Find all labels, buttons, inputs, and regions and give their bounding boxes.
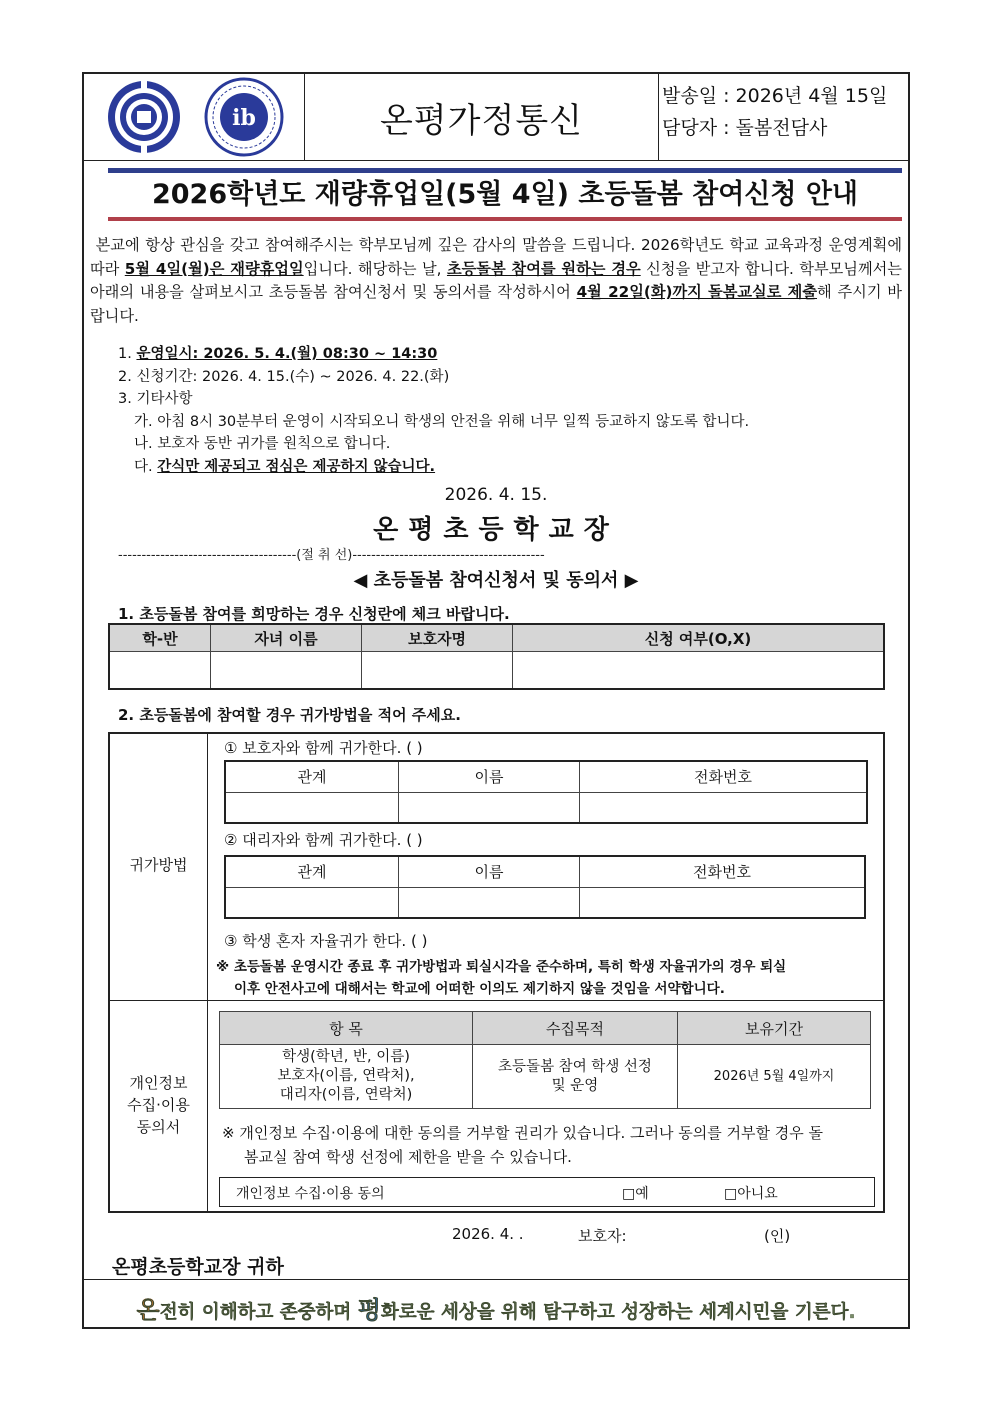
intro-holiday: 5월 4일(월)은 재량휴업일 [124,259,304,278]
header-info [662,80,908,144]
item-period: 2. 신청기간: 2026. 4. 15.(수) ~ 2026. 4. 22.(화) [118,368,450,385]
item-etc-c: 다. 간식만 제공되고 점심은 제공하지 않습니다. [134,458,436,475]
school-logos [84,74,304,160]
class-input[interactable] [109,652,211,690]
return-privacy-box [108,732,885,1213]
return-label: 귀가방법 [129,856,188,874]
info-list [118,343,898,479]
proxy-relation-input[interactable] [225,887,399,918]
intro-text-2: 입니다. 해당하는 날, [303,259,447,278]
motto-initial-pyeong: 평 [357,1296,381,1324]
col-guardian-name: 보호자명 [362,624,513,652]
application-table [108,623,885,690]
sign-date: 2026. 4. . [452,1225,524,1243]
privacy-notice: ※ 개인정보 수집·이용에 대한 동의를 거부할 권리가 있습니다. 그러나 동의를 거부할 경우 돌 봄교실 참여 학생 선정에 제한을 받을 수 있습니다. [222,1124,823,1166]
send-date: 발송일 : 2026년 4월 15일 [662,85,888,107]
document-subject: 2026학년도 재량휴업일(5월 4일) 초등돌봄 참여신청 안내 [151,179,859,210]
guardian-sign-label: 보호자: [578,1227,627,1245]
question-1: 1. 초등돌봄 참여를 희망하는 경우 신청란에 체크 바랍니다. [118,605,510,623]
col-class: 학-반 [109,624,211,652]
form-title: ◀ 초등돌봄 참여신청서 및 동의서 ▶ [353,570,639,591]
intro-text-4: 해 주시기 바랍니다. [90,283,902,325]
col-child-name: 자녀 이름 [211,624,362,652]
svg-text:ib: ib [232,105,256,131]
proxy-phone-input[interactable] [580,887,866,918]
privacy-col-purpose: 수집목적 [473,1012,678,1045]
guardian-col-relation: 관계 [225,761,399,792]
privacy-table [219,1011,871,1109]
consent-no-checkbox[interactable]: □아니요 [724,1186,778,1202]
intro-text-1: 본교에 항상 관심을 갖고 참여해주시는 학부모님께 깊은 감사의 말씀을 드립니다. 2026학년도 학교 교육과정 운영계획에 따라 [90,236,902,278]
section-divider [110,1000,883,1001]
privacy-period: 2026년 5월 4일까지 [678,1045,871,1109]
item-etc-a: 가. 아침 8시 30분부터 운영이 시작되오니 학생의 안전을 위해 너무 일찍 등교하지 않도록 합니다. [134,413,750,430]
header [84,74,908,161]
guardian-name-input[interactable] [399,792,580,823]
option-guardian[interactable]: ① 보호자와 함께 귀가한다. ( ) [224,739,423,757]
manager: 담당자 : 돌봄전담사 [662,117,828,139]
school-motto: 온전히 이해하고 존중하며 평화로운 세상을 위해 탐구하고 성장하는 세계시민을 기른다. [136,1296,856,1324]
privacy-purpose: 초등돌봄 참여 학생 선정 및 운영 [473,1045,678,1109]
return-pledge: ※ 초등돌봄 운영시간 종료 후 귀가방법과 퇴실시각을 준수하며, 특히 학생 자율귀가의 경우 퇴실 이후 안전사고에 대해서는 학교에 어떠한 이의도 제기하지 않을 것임을 서약합니다. [216,959,787,997]
apply-input[interactable] [513,652,885,690]
item-schedule: 1. 운영일시: 2026. 5. 4.(월) 08:30 ~ 14:30 [118,346,438,362]
intro-paragraph [90,234,902,328]
title-bar-bottom [108,217,902,221]
item-etc-b: 나. 보호자 동반 귀가를 원칙으로 합니다. [134,436,391,453]
school-emblem-icon [108,76,180,158]
cut-line: --------------------------------------(절 취 선)----------------------------------------- [118,548,545,563]
option-proxy[interactable]: ② 대리자와 함께 귀가한다. ( ) [224,831,423,849]
guardian-phone-input[interactable] [580,792,868,823]
motto-initial-on: 온 [136,1296,160,1324]
seal-mark: (인) [764,1227,791,1245]
ib-world-school-icon [206,79,282,155]
consent-label: 개인정보 수집·이용 동의 [236,1186,385,1202]
proxy-table [224,855,866,919]
principal-signature: 온평초등학교장 [373,515,619,545]
schedule-text: 운영일시: 2026. 5. 4.(월) 08:30 ~ 14:30 [136,346,438,362]
option-alone[interactable]: ③ 학생 혼자 자율귀가 한다. ( ) [224,932,428,950]
child-name-input[interactable] [211,652,362,690]
meal-notice: 간식만 제공되고 점심은 제공하지 않습니다. [157,458,436,475]
label-column [110,734,208,1211]
intro-deadline: 4월 22일(화)까지 돌봄교실로 제출 [576,283,818,301]
proxy-col-name: 이름 [399,856,580,887]
intro-condition: 초등돌봄 참여를 원하는 경우 [446,259,641,278]
issue-date: 2026. 4. 15. [444,485,548,505]
guardian-name-input[interactable] [362,652,513,690]
col-apply: 신청 여부(O,X) [513,624,885,652]
logo-area [84,74,305,160]
privacy-label: 개인정보 수집·이용 동의서 [127,1074,190,1136]
guardian-table [224,760,868,824]
motto-banner [84,1279,908,1328]
guardian-col-name: 이름 [399,761,580,792]
consent-row [219,1177,875,1207]
guardian-relation-input[interactable] [225,792,399,823]
guardian-col-phone: 전화번호 [580,761,868,792]
proxy-col-relation: 관계 [225,856,399,887]
intro-text-3: 신청을 받고자 합니다. 학부모님께서는 아래의 내용을 살펴보시고 초등돌봄 참여신청서 및 동의서를 작성하시어 [90,259,902,301]
newsletter-title: 온평가정통신 [305,74,659,160]
consent-yes-checkbox[interactable]: □예 [622,1186,649,1202]
privacy-items: 학생(학년, 반, 이름) 보호자(이름, 연락처), 대리자(이름, 연락처) [220,1045,473,1109]
privacy-col-period: 보유기간 [678,1012,871,1045]
addressee: 온평초등학교장 귀하 [112,1256,284,1278]
question-2: 2. 초등돌봄에 참여할 경우 귀가방법을 적어 주세요. [118,706,461,724]
item-etc: 3. 기타사항 [118,391,193,408]
privacy-col-item: 항 목 [220,1012,473,1045]
proxy-name-input[interactable] [399,887,580,918]
proxy-col-phone: 전화번호 [580,856,866,887]
